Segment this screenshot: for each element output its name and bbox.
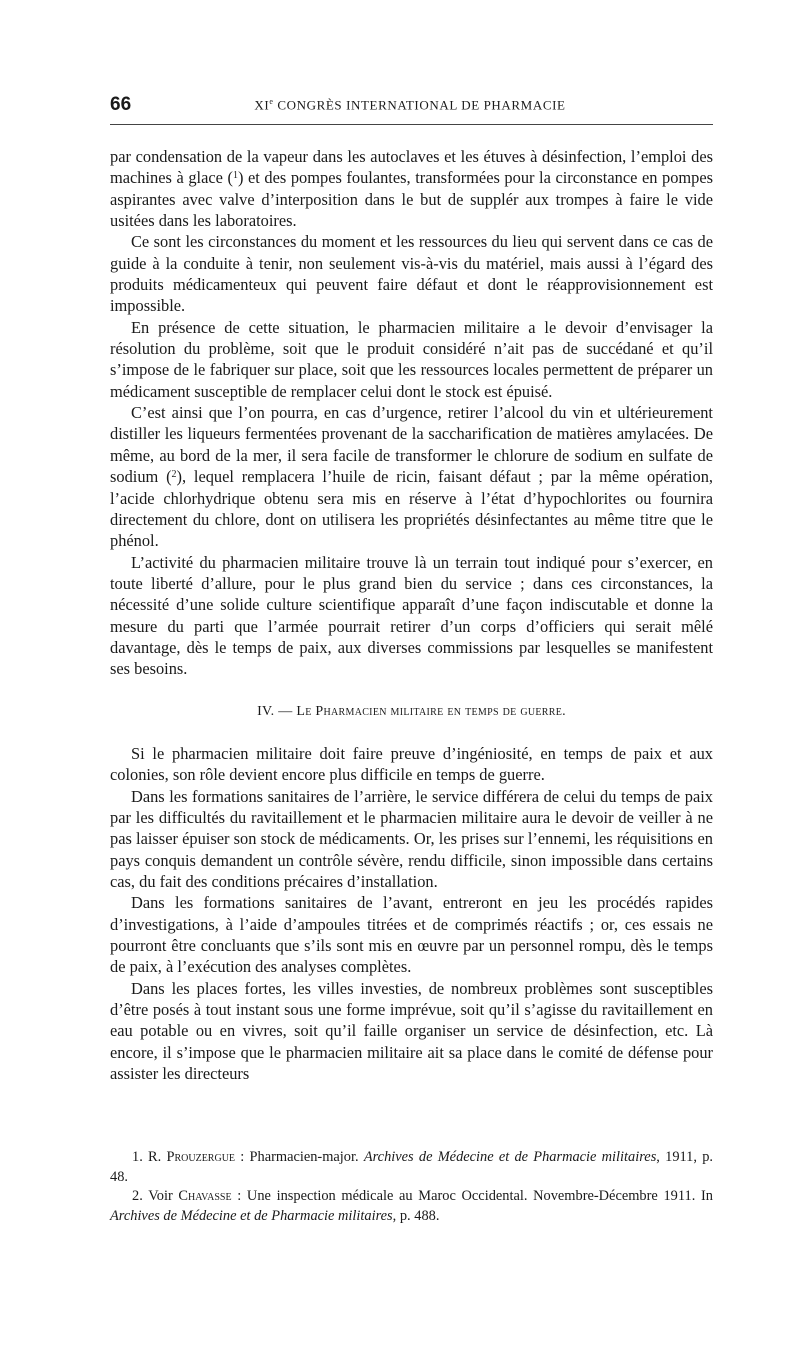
paragraph-4-pre: C’est ainsi que l’on pourra, en cas d’urgence, retirer l’alcool du vin et ultérieurement distiller les liqueurs fermentées provenant de la saccharification de matières amylacées. De même, au bord de la mer, il sera facile de transformer le chlorure de sodium en sulfate de sodium ( bbox=[110, 403, 713, 487]
footnote-1-text: : Pharmacien-major. bbox=[235, 1149, 364, 1165]
running-head-numeral: XI bbox=[254, 97, 270, 113]
footnote-ref-2: 2 bbox=[171, 469, 177, 481]
page-header bbox=[110, 94, 710, 122]
footnote-2-number: 2. Voir bbox=[132, 1188, 179, 1204]
running-head-sup: e bbox=[269, 97, 274, 106]
footnote-1 bbox=[110, 1148, 713, 1187]
paragraph-4-post: ), lequel remplacera l’huile de ricin, faisant défaut ; par la même opération, l’acide chlorhydrique obtenu sera mis en réserve à l’état d’hypochlorites ou fournira directement du chlore, dont on utilisera les propriétés désinfectantes au même titre que le phénol. bbox=[110, 467, 714, 551]
paragraph-9: Dans les places fortes, les villes investies, de nombreux problèmes sont susceptibles d’être posés à tout instant sous une forme imprévue, soit qu’il s’agisse du ravitaillement en eau potable ou en vivres, soit qu’il faille organiser un service de désinfection, etc. Là encore, il s’impose que le pharmacien militaire ait sa place dans le comité de défense pour assister les directeurs bbox=[110, 978, 713, 1084]
page-number: 66 bbox=[110, 94, 132, 115]
running-head-title: CONGRÈS INTERNATIONAL DE PHARMACIE bbox=[273, 97, 566, 113]
footnotes bbox=[110, 1148, 713, 1226]
section-heading bbox=[110, 701, 713, 722]
paragraph-5: L’activité du pharmacien militaire trouve là un terrain tout indiqué pour s’exercer, en toute liberté d’allure, pour le plus grand bien du service ; dans ces circonstances, la nécessité d’une solide culture scientifique apparaît d’une façon indiscutable et donne la mesure du parti que l’armée pourrait retirer d’un corps d’officiers qui serait mêlé davantage, dès le temps de paix, aux diverses commissions par lesquelles se manifestent ses besoins. bbox=[110, 552, 713, 679]
footnote-2 bbox=[110, 1187, 713, 1226]
footnote-ref-1: 1 bbox=[232, 170, 238, 182]
footnote-2-author: Chavasse bbox=[178, 1188, 232, 1204]
paragraph-1 bbox=[110, 146, 713, 231]
footnote-1-journal: Archives de Médecine et de Pharmacie militaires bbox=[363, 1149, 657, 1165]
paragraph-1-post: ) et des pompes foulantes, transformées pour la circonstance en pompes aspirantes avec valve d’interposition dans le but de supplér aux trompes à faire le vide usitées dans les laboratoires. bbox=[110, 168, 714, 231]
body-text bbox=[110, 146, 713, 1084]
paragraph-7: Dans les formations sanitaires de l’arrière, le service différera de celui du temps de paix par les difficultés du ravitaillement et le pharmacien militaire aura le devoir de veiller à ne pas laisser épuiser son stock de médicaments. Or, les prises sur l’ennemi, les réquisitions en pays conquis demandent un contrôle sévère, rendu difficile, sinon impossible dans certains cas, du fait des conditions précaires d’installation. bbox=[110, 786, 713, 891]
section-title: Le Pharmacien militaire en temps de guerre. bbox=[296, 703, 566, 719]
footnote-1-number: 1. R. bbox=[132, 1149, 167, 1165]
paragraph-2: Ce sont les circonstances du moment et les ressources du lieu qui servent dans ce cas de guide à la conduite à tenir, non seulement vis-à-vis du matériel, mais aussi à l’égard des produits médicamenteux qui peuvent faire défaut et dont le réapprovisionnement est impossible. bbox=[110, 232, 713, 316]
paragraph-3: En présence de cette situation, le pharmacien militaire a le devoir d’envisager la résolution du problème, soit que le produit considéré n’ait pas de succédané et qu’il s’impose de le fabriquer sur place, soit que les ressources locales permettent de préparer un médicament susceptible de remplacer celui dont le stock est épuisé. bbox=[110, 317, 713, 401]
footnote-1-details: , 1911, p. 48. bbox=[110, 1149, 713, 1185]
footnote-2-details: , p. 488. bbox=[392, 1207, 440, 1224]
paragraph-1-pre: par condensation de la vapeur dans les autoclaves et les étuves à désinfection, l’emploi des machines à glace ( bbox=[110, 147, 713, 188]
header-rule bbox=[110, 124, 713, 125]
footnote-1-author: Prouzergue bbox=[166, 1149, 236, 1165]
paragraph-6: Si le pharmacien militaire doit faire preuve d’ingéniosité, en temps de paix et aux colonies, son rôle devient encore plus difficile en temps de guerre. bbox=[110, 743, 713, 785]
running-head bbox=[110, 97, 710, 113]
paragraph-4 bbox=[110, 402, 713, 551]
footnote-2-text: : Une inspection médicale au Maroc Occidental. Novembre-Décembre 1911. In bbox=[231, 1188, 713, 1204]
section-numeral: IV. — bbox=[257, 703, 297, 719]
footnote-2-journal: Archives de Médecine et de Pharmacie militaires bbox=[110, 1207, 393, 1224]
paragraph-8: Dans les formations sanitaires de l’avant, entreront en jeu les procédés rapides d’investigations, à l’aide d’ampoules titrées et de comprimés réactifs ; or, ces essais ne pourront être concluants que s’ils sont mis en œuvre par un personnel rompu, dès le temps de paix, à l’exécution des analyses complètes. bbox=[110, 893, 713, 977]
